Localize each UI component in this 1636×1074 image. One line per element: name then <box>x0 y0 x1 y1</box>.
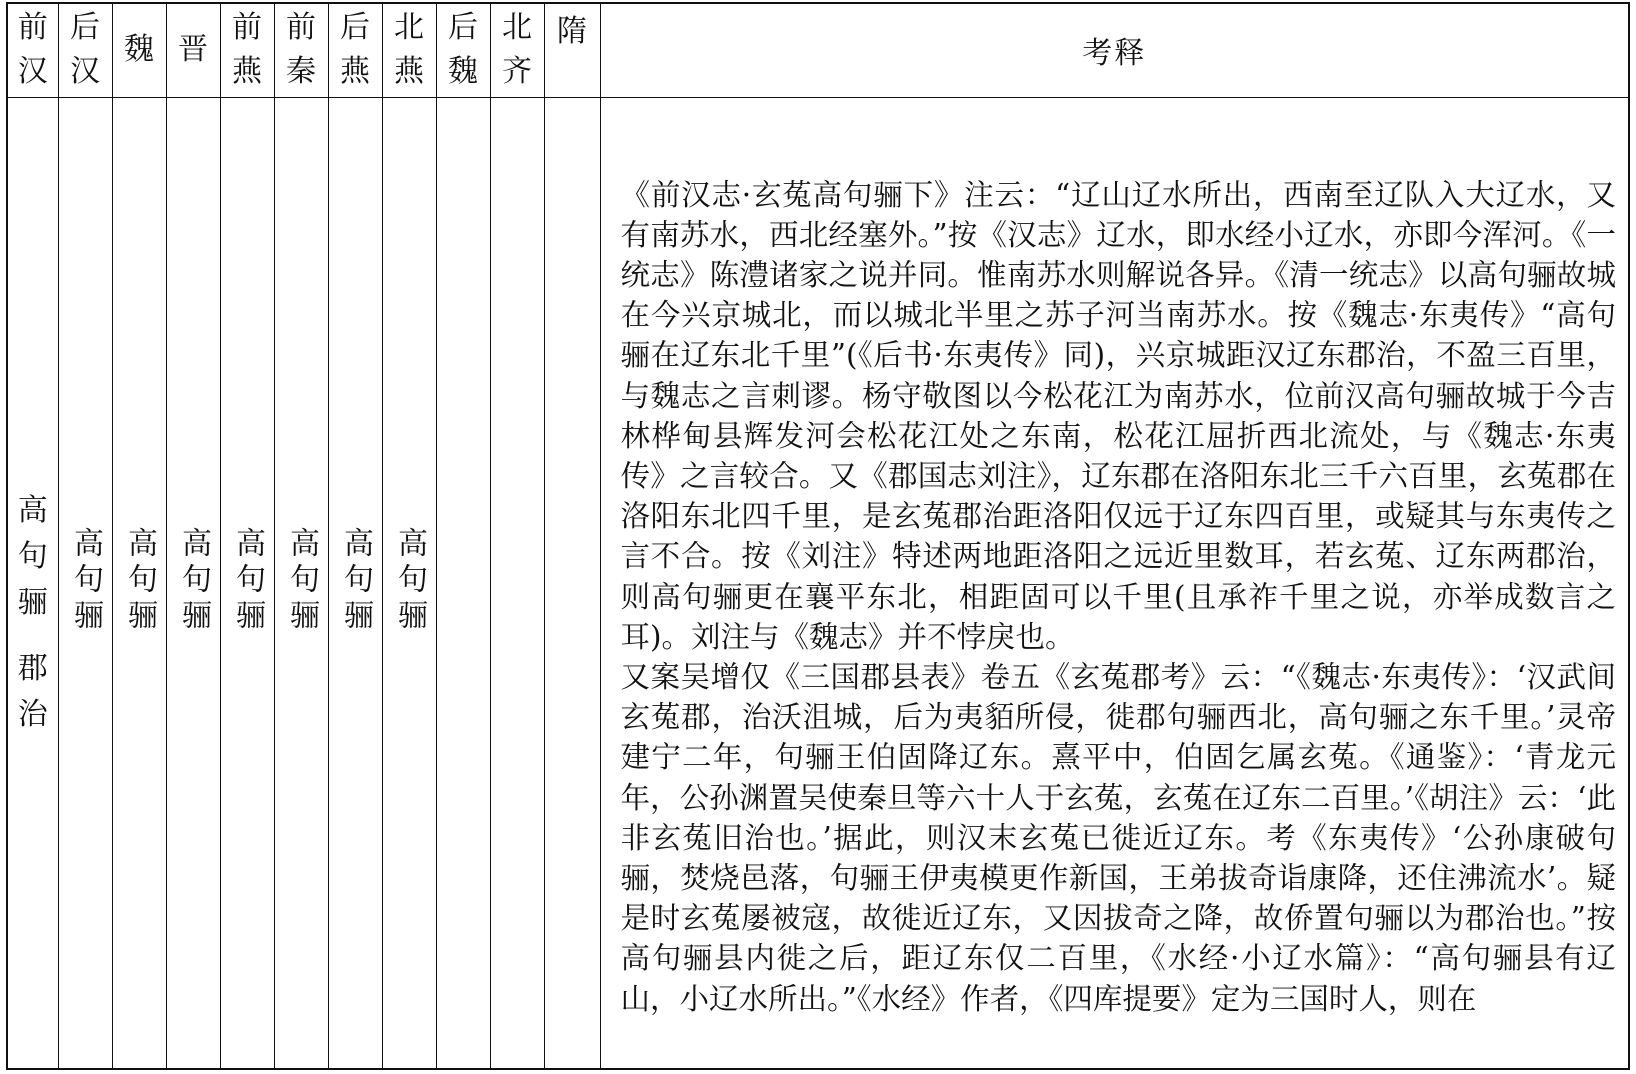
cell-jin: 高句骊 <box>166 97 220 1069</box>
header-qianqin: 前 秦 <box>274 3 328 97</box>
header-houyan: 后 燕 <box>328 3 382 97</box>
cell-qianyan: 高句骊 <box>220 97 274 1069</box>
header-beiqi: 北 齐 <box>490 3 544 97</box>
cell-beiqi <box>490 97 544 1069</box>
header-houwei: 后 魏 <box>436 3 490 97</box>
cell-beiyan: 高句骊 <box>382 97 436 1069</box>
cell-kaoshi <box>600 97 1629 1069</box>
cell-houwei <box>436 97 490 1069</box>
header-qianhan: 前 汉 <box>7 3 58 97</box>
kaoshi-paragraph-2: 又案吴增仅《三国郡县表》卷五《玄菟郡考》云：“《魏志·东夷传》：‘汉武间玄菟郡，治沃沮城，后为夷貊所侵，徙郡句骊西北，高句骊之东千里。’灵帝建宁二年，句骊王伯固降辽东。熹平中，伯固乞属玄菟。《通鉴》：‘青龙元年，公孙渊置吴使秦旦等六十人于玄菟，玄菟在辽东二百里。’《胡注》云：‘此非玄菟旧治也。’据此，则汉末玄菟已徙近辽东。考《东夷传》‘公孙康破句骊，焚烧邑落，句骊王伊夷模更作新国，王弟拔奇诣康降，还住沸流水’。疑是时玄菟屡被寇，故徙近辽东，又因拔奇之降，故侨置句骊以为郡治也。”按高句骊县内徙之后，距辽东仅二百里，《水经·小辽水篇》：“高句骊县有辽山，小辽水所出。”《水经》作者，《四库提要》定为三国时人，则在 <box>620 660 1616 1016</box>
cell-qianhan: 高 句 骊 郡 治 <box>7 97 58 1069</box>
header-houhan: 后 汉 <box>58 3 112 97</box>
cell-sui <box>544 97 600 1069</box>
cell-houhan: 高句骊 <box>58 97 112 1069</box>
header-sui: 隋 <box>544 3 600 97</box>
header-qianyan: 前 燕 <box>220 3 274 97</box>
cell-houyan: 高句骊 <box>328 97 382 1069</box>
header-jin: 晋 <box>166 3 220 97</box>
header-row <box>7 3 1629 97</box>
kaoshi-paragraph-1: 《前汉志·玄菟高句骊下》注云：“辽山辽水所出，西南至辽队入大辽水，又有南苏水，西北经塞外。”按《汉志》辽水，即水经小辽水，亦即今浑河。《一统志》陈澧诸家之说并同。惟南苏水则解说各异。《清一统志》以高句骊故城在今兴京城北，而以城北半里之苏子河当南苏水。按《魏志·东夷传》“高句骊在辽东北千里”(《后书·东夷传》同)，兴京城距汉辽东郡治，不盈三百里，与魏志之言刺谬。杨守敬图以今松花江为南苏水，位前汉高句骊故城于今吉林桦甸县辉发河会松花江处之东南，松花江屈折西北流处，与《魏志·东夷传》之言较合。又《郡国志刘注》，辽东郡在洛阳东北三千六百里，玄菟郡在洛阳东北四千里，是玄菟郡治距洛阳仅远于辽东四百里，或疑其与东夷传之言不合。按《刘注》特述两地距洛阳之远近里数耳，若玄菟、辽东两郡治，则高句骊更在襄平东北，相距固可以千里(且承祚千里之说，亦举成数言之耳)。刘注与《魏志》并不悖戾也。 <box>620 177 1616 654</box>
gazetteer-table <box>6 2 1630 1070</box>
header-wei: 魏 <box>112 3 166 97</box>
kaoshi-text <box>601 147 1629 1019</box>
cell-qianqin: 高句骊 <box>274 97 328 1069</box>
header-beiyan: 北 燕 <box>382 3 436 97</box>
cell-wei: 高句骊 <box>112 97 166 1069</box>
entry-row <box>7 97 1629 1069</box>
header-kaoshi: 考释 <box>600 3 1629 97</box>
